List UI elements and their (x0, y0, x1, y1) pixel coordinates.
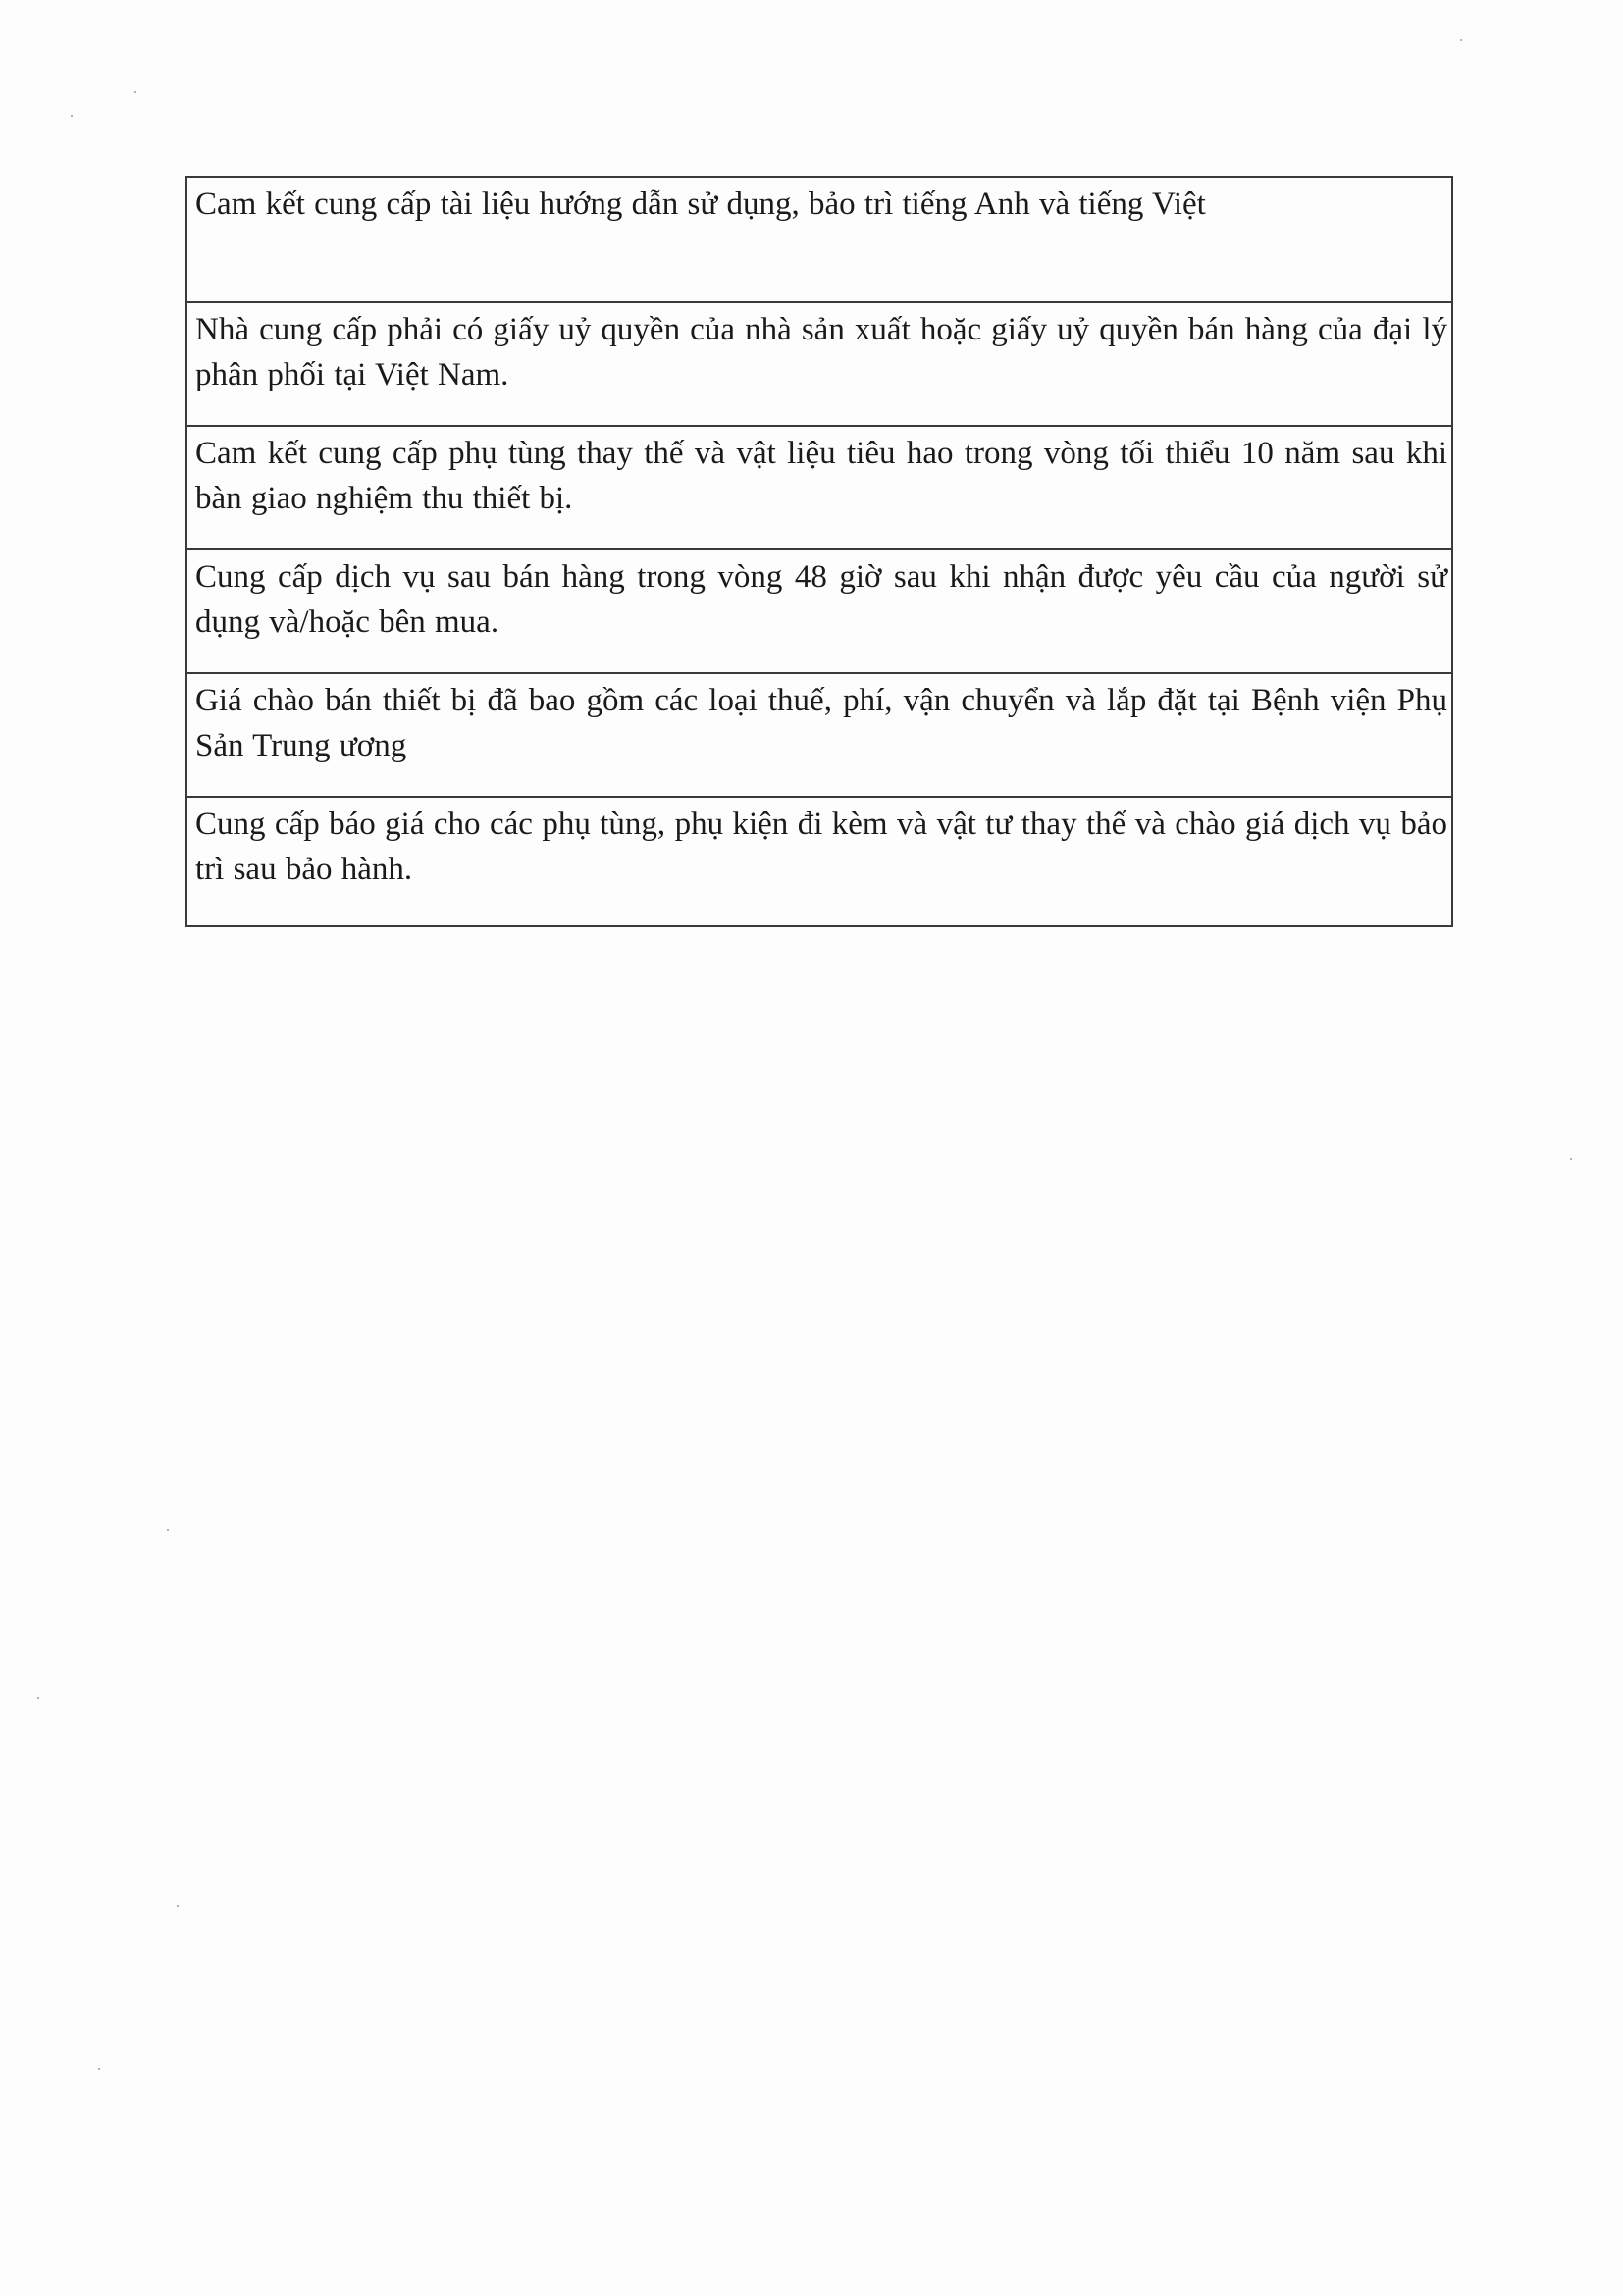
table-row (186, 549, 1452, 673)
scan-speck (167, 1529, 169, 1531)
scan-speck (37, 1697, 39, 1699)
requirements-table (185, 176, 1453, 927)
scan-speck (177, 1905, 179, 1907)
requirement-cell: Cam kết cung cấp tài liệu hướng dẫn sử dụng, bảo trì tiếng Anh và tiếng Việt (186, 177, 1452, 302)
table-row (186, 177, 1452, 302)
requirement-cell: Nhà cung cấp phải có giấy uỷ quyền của nhà sản xuất hoặc giấy uỷ quyền bán hàng của đại lý phân phối tại Việt Nam. (186, 302, 1452, 426)
scan-speck (98, 2068, 100, 2070)
requirement-cell: Cung cấp báo giá cho các phụ tùng, phụ kiện đi kèm và vật tư thay thế và chào giá dịch vụ bảo trì sau bảo hành. (186, 797, 1452, 926)
scan-speck (1460, 39, 1462, 41)
table-row (186, 302, 1452, 426)
table-row (186, 673, 1452, 797)
table-row (186, 426, 1452, 549)
requirement-cell: Giá chào bán thiết bị đã bao gồm các loại thuế, phí, vận chuyển và lắp đặt tại Bệnh viện Phụ Sản Trung ương (186, 673, 1452, 797)
requirement-cell: Cung cấp dịch vụ sau bán hàng trong vòng 48 giờ sau khi nhận được yêu cầu của người sử dụng và/hoặc bên mua. (186, 549, 1452, 673)
scan-speck (71, 115, 73, 117)
scan-speck (134, 91, 136, 93)
scan-speck (1570, 1158, 1572, 1160)
requirement-cell: Cam kết cung cấp phụ tùng thay thế và vật liệu tiêu hao trong vòng tối thiểu 10 năm sau khi bàn giao nghiệm thu thiết bị. (186, 426, 1452, 549)
table-row (186, 797, 1452, 926)
